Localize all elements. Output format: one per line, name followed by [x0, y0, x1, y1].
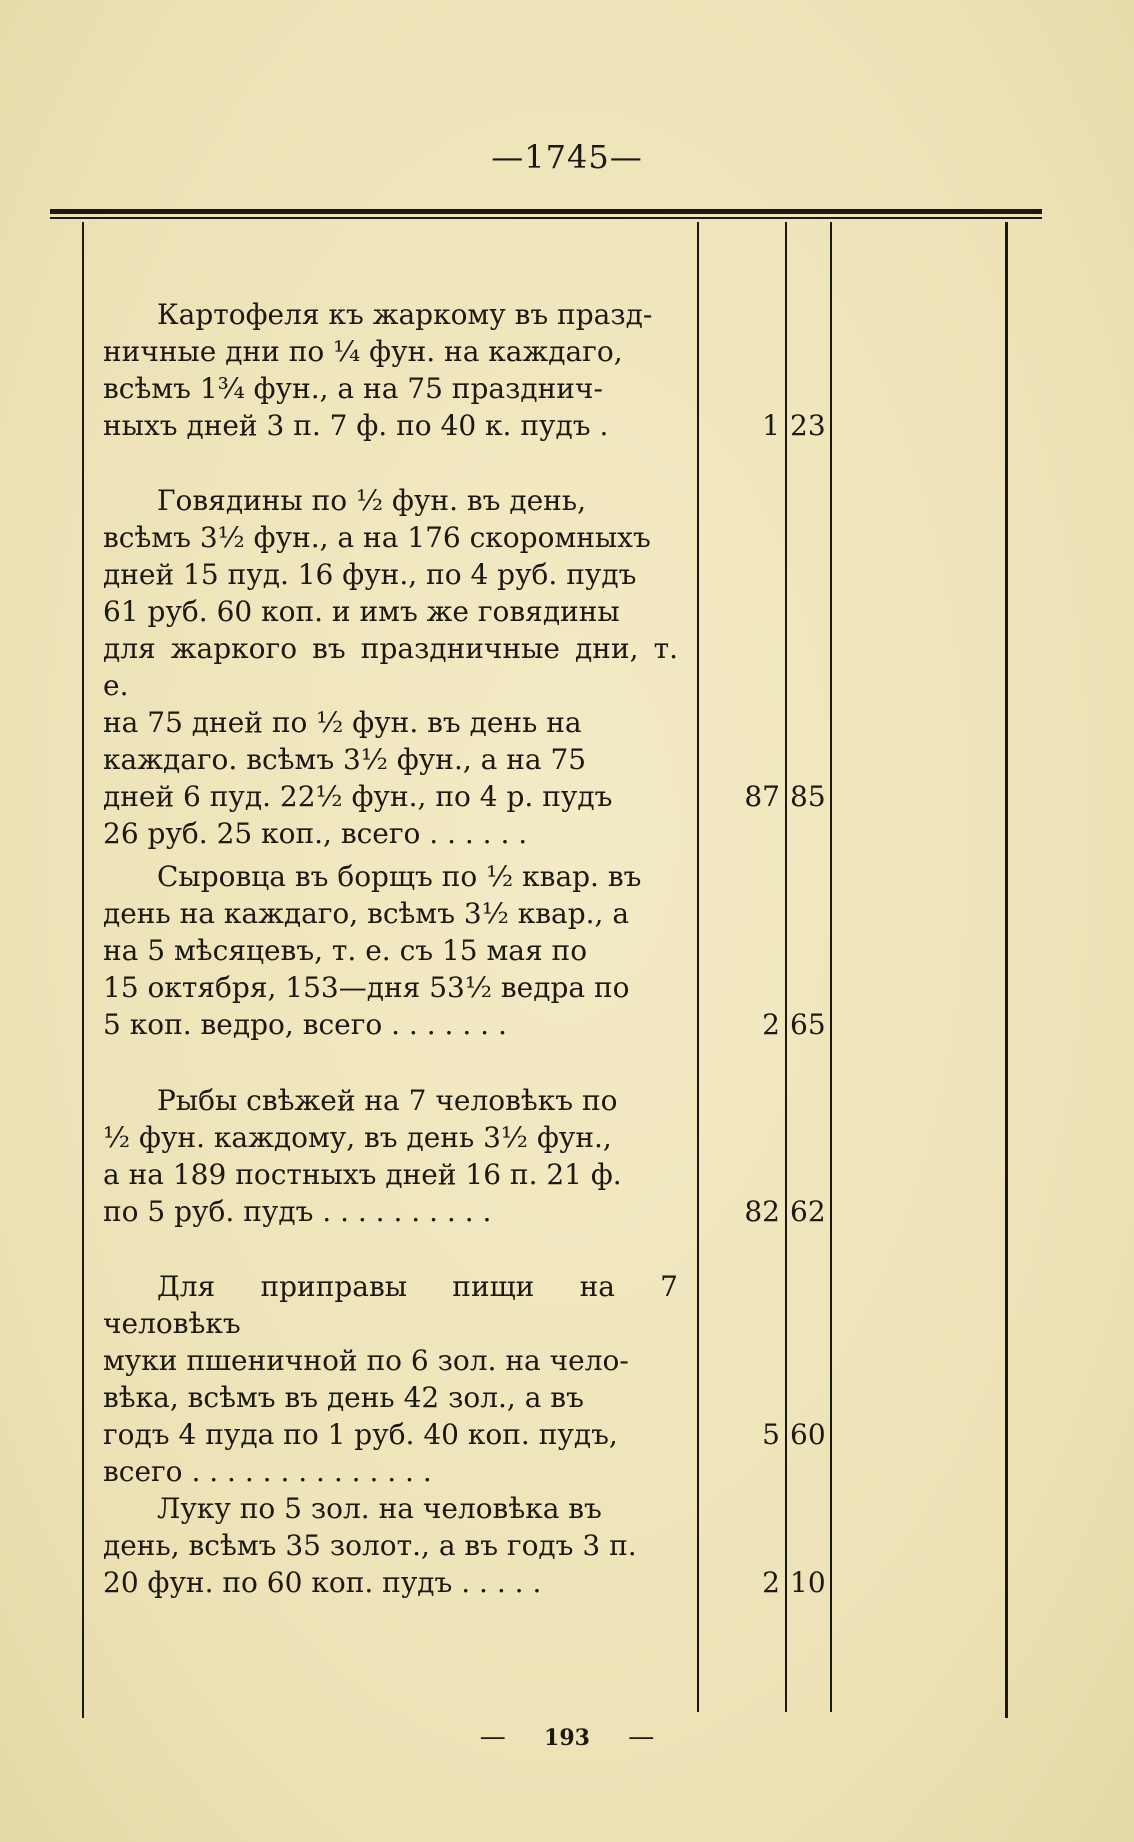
amount-rubles: 82 [744, 1195, 780, 1228]
footer-dash-right: — [628, 1722, 655, 1752]
entry-line: муки пшеничной по 6 зол. на чело- [103, 1344, 629, 1377]
entry-line: всего . . . . . . . . . . . . . . [103, 1455, 432, 1488]
footer-page-number: 193 [544, 1725, 590, 1751]
entry-line: на 5 мѣсяцевъ, т. е. съ 15 мая по [103, 934, 588, 967]
entry-line: на 75 дней по ½ фун. въ день на [103, 706, 582, 739]
amount-kopecks: 65 [790, 1008, 826, 1041]
amount-kopecks: 60 [790, 1418, 826, 1451]
entry-line: 26 руб. 25 коп., всего . . . . . . [103, 817, 528, 850]
entry-line: всѣмъ 1¾ фун., а на 75 празднич- [103, 372, 603, 405]
entry-line: по 5 руб. пудъ . . . . . . . . . . [103, 1195, 492, 1228]
entry-line: каждаго. всѣмъ 3½ фун., а на 75 [103, 743, 587, 776]
entry-line: 5 коп. ведро, всего . . . . . . . [103, 1008, 507, 1041]
amount-kopecks: 62 [790, 1195, 826, 1228]
entry-line: 20 фун. по 60 коп. пудъ . . . . . [103, 1566, 542, 1599]
text-column-divider [697, 222, 699, 1712]
footer [0, 1722, 1134, 1752]
amount-kopecks: 23 [790, 409, 826, 442]
right-border-line [1005, 222, 1008, 1718]
entry-line: всѣмъ 3½ фун., а на 176 скоромныхъ [103, 521, 651, 554]
entry-line: Луку по 5 зол. на человѣка въ [157, 1492, 602, 1525]
entry-line: Сыровца въ борщъ по ½ квар. въ [157, 860, 642, 893]
entry-potatoes [103, 296, 678, 444]
amount-kopecks: 10 [790, 1566, 826, 1599]
entry-line: Говядины по ½ фун. въ день, [157, 484, 586, 517]
entry-syrovets [103, 858, 678, 1043]
entry-onion [103, 1490, 678, 1601]
entry-line: Картофеля къ жаркому въ празд- [157, 298, 653, 331]
entry-line: для жаркого въ праздничные дни, т. е. [103, 632, 678, 702]
footer-dash-left: — [479, 1722, 506, 1752]
header-rule-thin [50, 217, 1042, 219]
entry-beef [103, 482, 678, 852]
kopecks-right-divider [830, 222, 832, 1712]
entry-line: дней 6 пуд. 22½ фун., по 4 р. пудъ [103, 780, 613, 813]
rubles-kopecks-divider [785, 222, 787, 1712]
left-border-line [82, 222, 84, 1718]
entry-line: ныхъ дней 3 п. 7 ф. по 40 к. пудъ . [103, 409, 609, 442]
entry-line: годъ 4 пуда по 1 руб. 40 коп. пудъ, [103, 1418, 618, 1451]
entry-line: дней 15 пуд. 16 фун., по 4 руб. пудъ [103, 558, 637, 591]
amount-kopecks: 85 [790, 780, 826, 813]
entry-line: ничные дни по ¼ фун. на каждаго, [103, 335, 623, 368]
entry-line: ½ фун. каждому, въ день 3½ фун., [103, 1121, 612, 1154]
header-rule-thick [50, 209, 1042, 214]
entry-line: 61 руб. 60 коп. и имъ же говядины [103, 595, 620, 628]
entry-flour [103, 1268, 678, 1490]
entry-line: а на 189 постныхъ дней 16 п. 21 ф. [103, 1158, 622, 1191]
amount-rubles: 2 [762, 1008, 780, 1041]
entry-line: вѣка, всѣмъ въ день 42 зол., а въ [103, 1381, 584, 1414]
entry-line: день, всѣмъ 35 золот., а въ годъ 3 п. [103, 1529, 637, 1562]
amount-rubles: 5 [762, 1418, 780, 1451]
entry-fish [103, 1082, 678, 1230]
amount-rubles: 87 [744, 780, 780, 813]
entry-line: 15 октября, 153—дня 53½ ведра по [103, 971, 630, 1004]
amount-rubles: 2 [762, 1566, 780, 1599]
amount-rubles: 1 [762, 409, 780, 442]
entry-line: день на каждаго, всѣмъ 3½ квар., а [103, 897, 630, 930]
entry-line: Для приправы пищи на 7 человѣкъ [103, 1270, 678, 1340]
entry-line: Рыбы свѣжей на 7 человѣкъ по [157, 1084, 618, 1117]
page-number: —1745— [491, 138, 643, 176]
